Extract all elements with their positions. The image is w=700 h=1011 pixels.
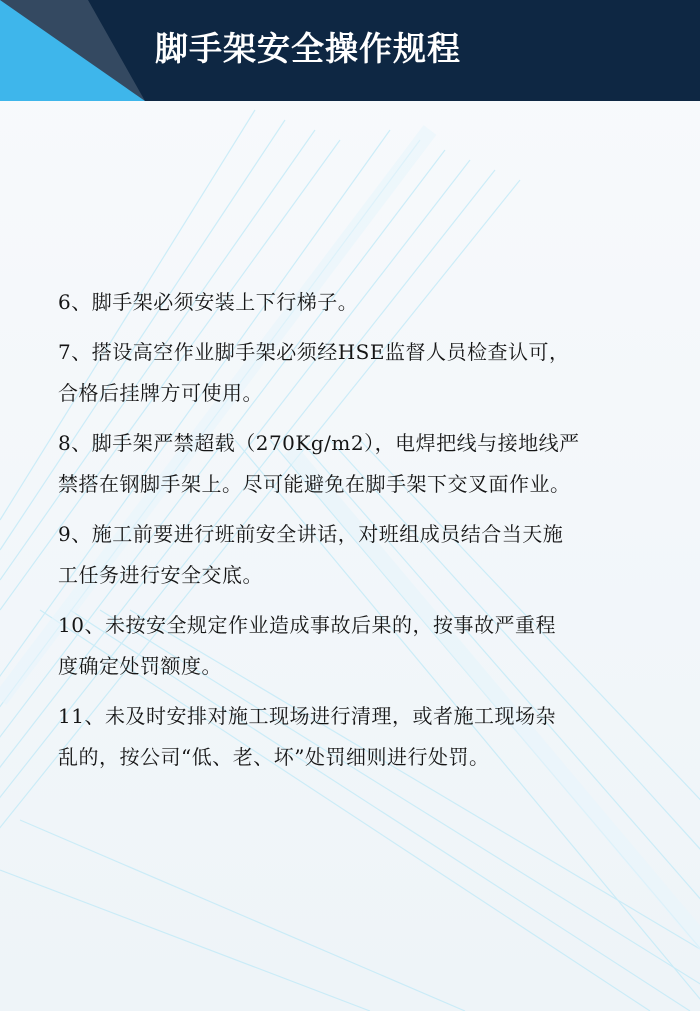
decorative-line	[0, 870, 370, 1011]
cyan-corner-triangle	[0, 0, 145, 101]
rule-line: 度确定处罚额度。	[58, 654, 222, 678]
rule-line: 7、搭设高空作业脚手架必须经HSE监督人员检查认可，	[58, 340, 570, 364]
rule-line: 工任务进行安全交底。	[58, 563, 263, 587]
rule-line: 11、未及时安排对施工现场进行清理，或者施工现场杂	[58, 704, 556, 728]
decorative-line	[20, 820, 465, 1011]
rule-line: 6、脚手架必须安装上下行梯子。	[58, 290, 359, 314]
rule-line: 10、未按安全规定作业造成事故后果的，按事故严重程	[58, 613, 556, 637]
rule-item	[58, 423, 670, 505]
rule-item	[58, 514, 670, 596]
rule-line: 合格后挂牌方可使用。	[58, 381, 263, 405]
rule-item	[58, 696, 670, 778]
white-corner-slice	[0, 0, 145, 101]
safety-rules-list	[58, 282, 670, 787]
rule-line: 禁搭在钢脚手架上。尽可能避免在脚手架下交叉面作业。	[58, 472, 571, 496]
rule-line: 9、施工前要进行班前安全讲话，对班组成员结合当天施	[58, 522, 564, 546]
rule-line: 乱的，按公司“低、老、坏”处罚细则进行处罚。	[58, 745, 490, 769]
page-header	[0, 0, 700, 101]
rule-item	[58, 332, 670, 414]
page-title: 脚手架安全操作规程	[155, 29, 461, 68]
rule-item	[58, 605, 670, 687]
rule-item	[58, 282, 670, 323]
rule-line: 8、脚手架严禁超载（270Kg/m2），电焊把线与接地线严	[58, 431, 580, 455]
